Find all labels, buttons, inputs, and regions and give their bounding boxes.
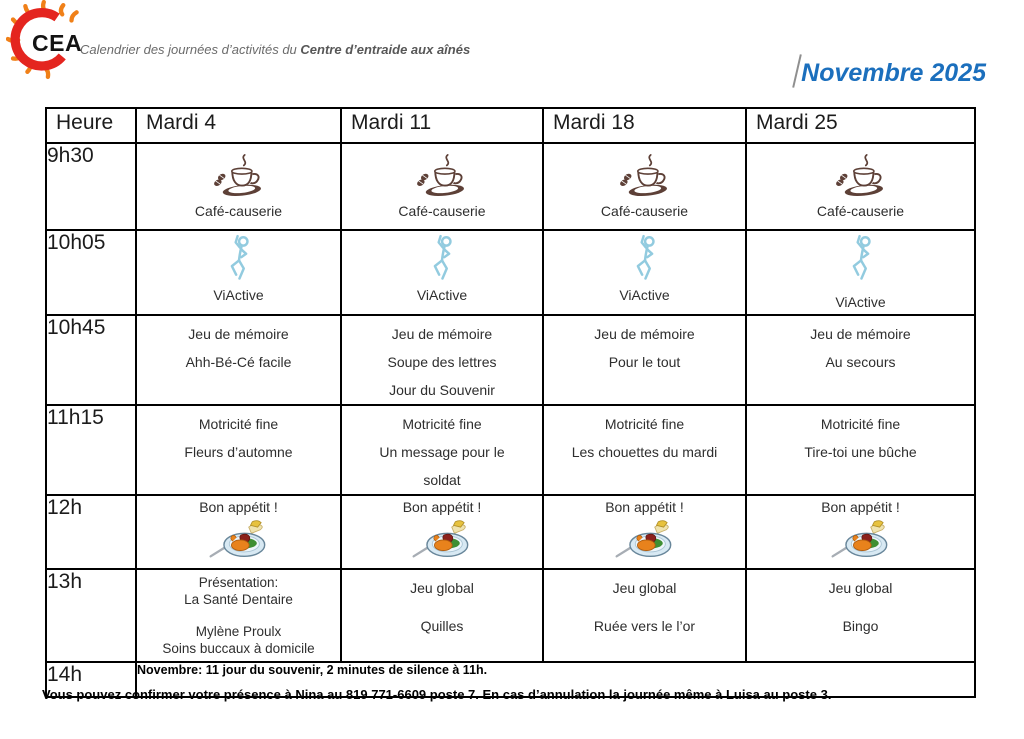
activity-subtitle: Au secours: [825, 354, 896, 370]
activity-title: Motricité fine: [604, 416, 685, 432]
cell-12h-mardi18: [543, 495, 746, 569]
cell-9h30-mardi4: [136, 143, 341, 230]
cea-logo: [6, 0, 98, 80]
cell-13h-mardi11: [341, 569, 543, 662]
activity-label: ViActive: [835, 294, 886, 310]
cell-11h15-mardi4: [136, 405, 341, 495]
activity-title: Motricité fine: [198, 416, 279, 432]
activity-label: ViActive: [619, 287, 670, 303]
activity-title: Jeu global: [612, 580, 677, 596]
cell-12h-mardi11: [341, 495, 543, 569]
activity-subtitle: Fleurs d’automne: [184, 444, 293, 460]
activity-subtitle: Un message pour le: [379, 444, 505, 460]
cell-9h30-mardi25: [746, 143, 975, 230]
cell-13h-mardi4: [136, 569, 341, 662]
meal-plate-icon: [411, 517, 473, 562]
row-10h05: [46, 230, 975, 315]
cell-11h15-mardi11: [341, 405, 543, 495]
activity-subtitle: Bingo: [842, 618, 879, 634]
remembrance-day-note: Novembre: 11 jour du souvenir, 2 minutes de silence à 11h.: [136, 662, 975, 697]
meal-plate-icon: [614, 517, 676, 562]
presentation-topic: Soins buccaux à domicile: [162, 641, 315, 656]
activity-label: ViActive: [213, 287, 264, 303]
col-header-mardi4: Mardi 4: [136, 108, 341, 143]
activity-subtitle: Jour du Souvenir: [389, 382, 495, 398]
exercise-figure-icon: [220, 234, 258, 284]
cell-10h05-mardi25: [746, 230, 975, 315]
activity-subtitle: Soupe des lettres: [387, 354, 497, 370]
confirmation-note: Vous pouvez confirmer votre présence à Nina au 819 771-6609 poste 7. En cas d’annulation la journée même à Luisa au poste 3.: [42, 687, 832, 702]
time-10h05: 10h05: [46, 230, 136, 315]
row-9h30: [46, 143, 975, 230]
cell-10h05-mardi18: [543, 230, 746, 315]
activity-label: Café-causerie: [600, 203, 689, 219]
time-13h: 13h: [46, 569, 136, 662]
activity-subtitle: Les chouettes du mardi: [571, 444, 718, 460]
activity-title: Jeu global: [410, 580, 474, 596]
activity-title: Jeu de mémoire: [391, 326, 493, 342]
coffee-icon: [210, 152, 268, 200]
activity-title: Jeu de mémoire: [594, 326, 695, 342]
time-14h: 14h: [46, 662, 136, 697]
cell-10h05-mardi11: [341, 230, 543, 315]
activity-title: Jeu de mémoire: [810, 326, 911, 342]
activity-subtitle: Tire-toi une bûche: [804, 444, 917, 460]
cell-10h45-mardi4: [136, 315, 341, 405]
activity-title: Motricité fine: [402, 416, 482, 432]
row-13h: [46, 569, 975, 662]
meal-plate-icon: [208, 517, 270, 562]
activity-title: Présentation:: [198, 575, 279, 590]
cell-11h15-mardi25: [746, 405, 975, 495]
activity-title: Jeu de mémoire: [188, 326, 289, 342]
time-9h30: 9h30: [46, 143, 136, 230]
col-header-heure: Heure: [46, 108, 136, 143]
activity-label: Bon appétit !: [821, 499, 900, 515]
time-10h45: 10h45: [46, 315, 136, 405]
activity-label: Bon appétit !: [605, 499, 684, 515]
cell-11h15-mardi18: [543, 405, 746, 495]
activity-subtitle: Ahh-Bé-Cé facile: [185, 354, 292, 370]
activity-subtitle: Pour le tout: [608, 354, 681, 370]
coffee-icon: [832, 152, 890, 200]
cell-10h45-mardi18: [543, 315, 746, 405]
activity-subtitle: La Santé Dentaire: [184, 592, 293, 607]
exercise-figure-icon: [842, 234, 880, 284]
col-header-mardi18: Mardi 18: [543, 108, 746, 143]
activities-table: [45, 107, 976, 698]
subtitle-prefix: Calendrier des journées d’activités du: [80, 42, 301, 57]
col-header-mardi11: Mardi 11: [341, 108, 543, 143]
cell-13h-mardi18: [543, 569, 746, 662]
page-subtitle: [80, 42, 470, 57]
time-12h: 12h: [46, 495, 136, 569]
cell-12h-mardi4: [136, 495, 341, 569]
activity-title: Motricité fine: [820, 416, 901, 432]
cell-13h-mardi25: [746, 569, 975, 662]
coffee-icon: [413, 152, 471, 200]
header-row: [46, 108, 975, 143]
activity-subtitle: Quilles: [420, 618, 464, 634]
month-title-text: Novembre 2025: [801, 58, 986, 87]
coffee-icon: [616, 152, 674, 200]
activity-subtitle: Ruée vers le l’or: [593, 618, 696, 634]
exercise-figure-icon: [626, 234, 664, 284]
month-title: [796, 58, 986, 88]
meal-plate-icon: [830, 517, 892, 562]
activity-label: ViActive: [416, 287, 468, 303]
row-10h45: [46, 315, 975, 405]
col-header-mardi25: Mardi 25: [746, 108, 975, 143]
activity-label: Café-causerie: [398, 203, 486, 219]
cell-10h05-mardi4: [136, 230, 341, 315]
exercise-figure-icon: [423, 234, 461, 284]
presenter-name: Mylène Proulx: [195, 624, 282, 639]
cell-9h30-mardi18: [543, 143, 746, 230]
logo-text: CEA: [32, 30, 83, 56]
activity-label: Bon appétit !: [199, 499, 278, 515]
activity-subtitle: soldat: [423, 472, 461, 488]
activity-label: Bon appétit !: [402, 499, 482, 515]
cell-9h30-mardi11: [341, 143, 543, 230]
activity-title: Jeu global: [828, 580, 893, 596]
activity-label: Café-causerie: [816, 203, 905, 219]
row-12h: [46, 495, 975, 569]
time-11h15: 11h15: [46, 405, 136, 495]
activity-label: Café-causerie: [194, 203, 283, 219]
cell-10h45-mardi25: [746, 315, 975, 405]
cell-12h-mardi25: [746, 495, 975, 569]
cell-10h45-mardi11: [341, 315, 543, 405]
subtitle-org-name: Centre d’entraide aux aînés: [300, 42, 471, 57]
row-11h15: [46, 405, 975, 495]
